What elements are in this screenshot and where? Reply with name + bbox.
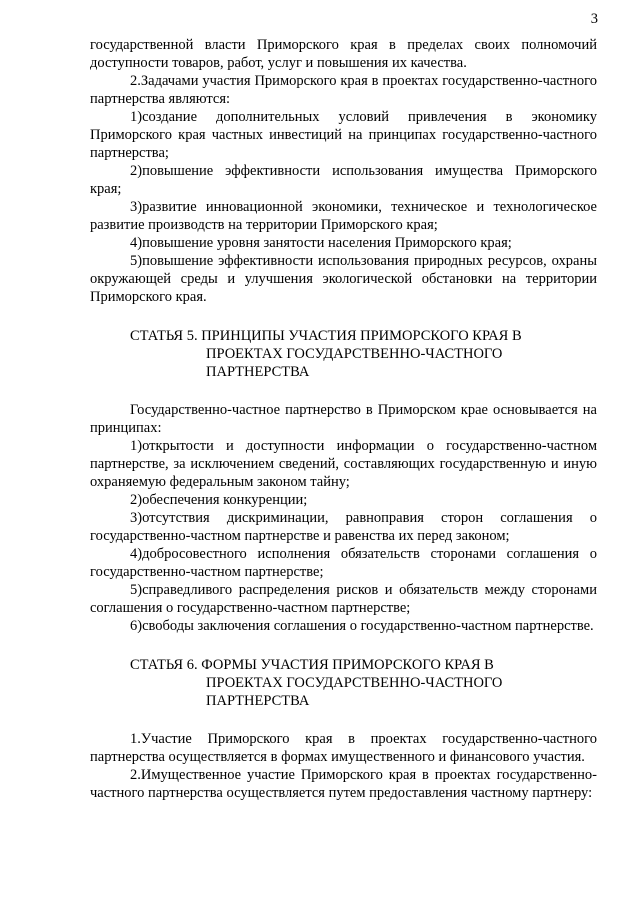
list-item: 2)повышение эффективности использования имущества Приморского края;	[90, 163, 597, 197]
list-item: 3)отсутствия дискриминации, равноправия сторон соглашения о государственно-частном партнерстве и равенства их перед законом;	[90, 510, 597, 544]
list-item: 3)развитие инновационной экономики, техническое и технологическое развитие производств на территории Приморского края;	[90, 199, 597, 233]
list-item: 5)справедливого распределения рисков и обязательств между сторонами соглашения о государственно-частном партнерстве;	[90, 582, 597, 616]
article-5-heading-line3: ПАРТНЕРСТВА	[206, 364, 310, 380]
article-5-heading-line2: ПРОЕКТАХ ГОСУДАРСТВЕННО-ЧАСТНОГО	[206, 346, 503, 362]
article-6-heading-line2: ПРОЕКТАХ ГОСУДАРСТВЕННО-ЧАСТНОГО	[206, 675, 503, 691]
page-number: 3	[590, 11, 598, 27]
paragraph: Государственно-частное партнерство в Приморском крае основывается на принципах:	[90, 402, 597, 436]
article-5-heading-line1: СТАТЬЯ 5. ПРИНЦИПЫ УЧАСТИЯ ПРИМОРСКОГО КРАЯ В	[130, 328, 522, 344]
article-6-heading-line3: ПАРТНЕРСТВА	[206, 693, 310, 709]
list-item: 2.Имущественное участие Приморского края в проектах государственно-частного партнерства осуществляется путем предоставления частному партнеру:	[90, 767, 597, 801]
paragraph: государственной власти Приморского края в пределах своих полномочий доступности товаров, работ, услуг и повышения их качества.	[90, 37, 597, 71]
article-6-heading	[90, 656, 597, 710]
list-item: 1)открытости и доступности информации о государственно-частном партнерстве, за исключением сведений, составляющих государственную и иную охраняемую федеральным законом тайну;	[90, 438, 597, 490]
list-item: 4)повышение уровня занятости населения Приморского края;	[130, 235, 512, 251]
article-5-heading	[90, 327, 597, 381]
list-item: 1.Участие Приморского края в проектах государственно-частного партнерства осуществляется в формах имущественного и финансового участия.	[90, 731, 597, 765]
list-item: 2)обеспечения конкуренции;	[130, 492, 308, 508]
article-6-heading-line1: СТАТЬЯ 6. ФОРМЫ УЧАСТИЯ ПРИМОРСКОГО КРАЯ В	[130, 657, 494, 673]
list-item: 1)создание дополнительных условий привлечения в экономику Приморского края частных инвестиций на принципах государственно-частного партнерства;	[90, 109, 597, 161]
document-body	[90, 36, 597, 802]
list-item: 5)повышение эффективности использования природных ресурсов, охраны окружающей среды и улучшения экологической обстановки на территории Приморского края.	[90, 253, 597, 305]
paragraph: 2.Задачами участия Приморского края в проектах государственно-частного партнерства являются:	[90, 73, 597, 107]
list-item: 6)свободы заключения соглашения о государственно-частном партнерстве.	[130, 618, 594, 634]
list-item: 4)добросовестного исполнения обязательств сторонами соглашения о государственно-частном партнерстве;	[90, 546, 597, 580]
